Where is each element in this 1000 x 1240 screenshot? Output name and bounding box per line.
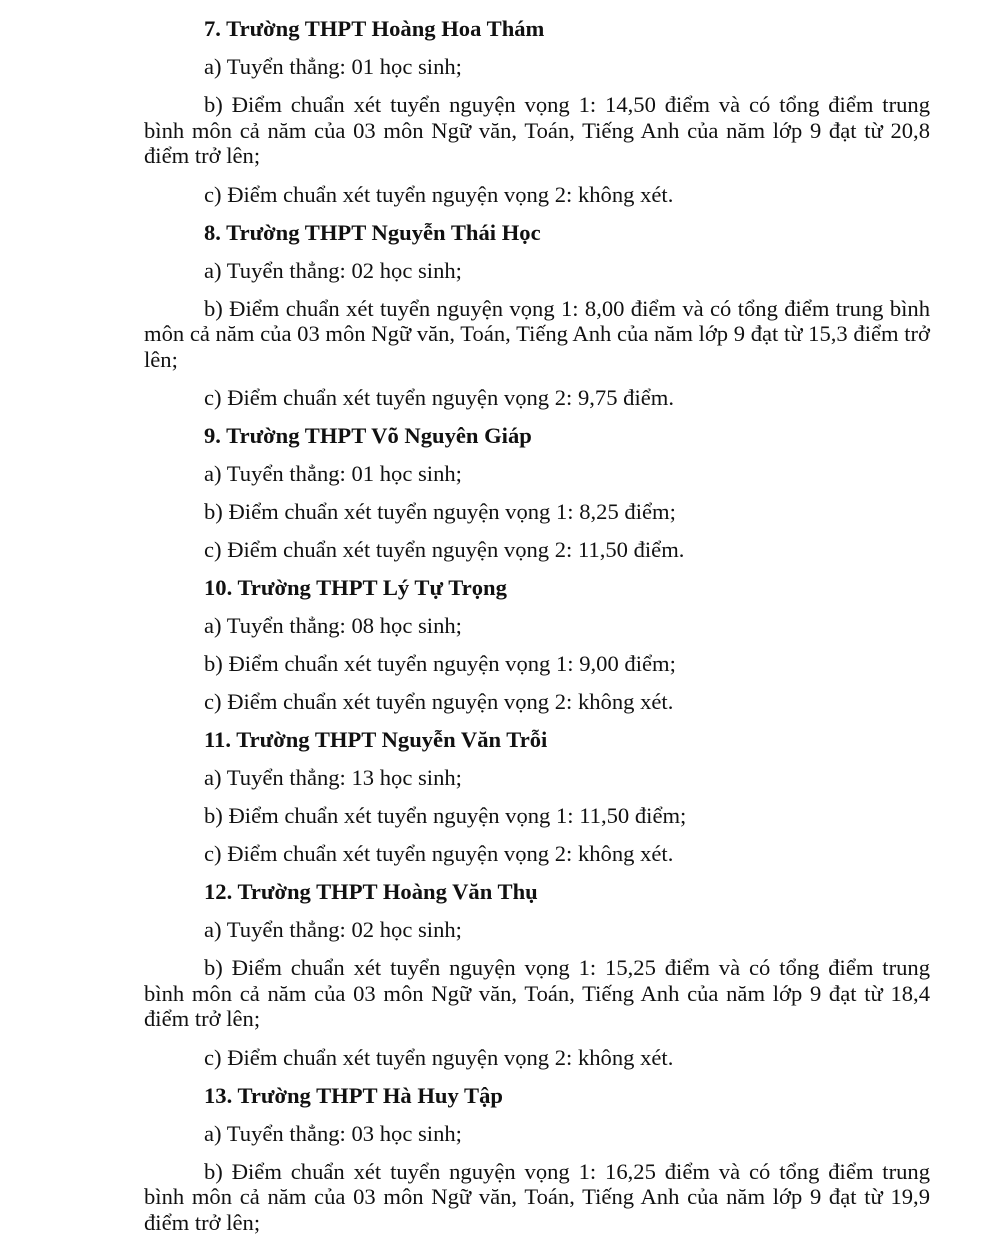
section-heading: 11. Trường THPT Nguyễn Văn Trỗi <box>204 727 548 752</box>
item-b-cutoff-choice-1: b) Điểm chuẩn xét tuyển nguyện vọng 1: 11,50 điểm; <box>204 803 687 828</box>
section-heading: 8. Trường THPT Nguyễn Thái Học <box>204 219 541 245</box>
section-heading: 7. Trường THPT Hoàng Hoa Thám <box>204 16 545 41</box>
item-b-cutoff-choice-1: b) Điểm chuẩn xét tuyển nguyện vọng 1: 14,50 điểm và có tổng điểm trung bình môn cả năm của 03 môn Ngữ văn, Toán, Tiếng Anh của năm lớp 9 đạt từ 20,8 điểm trở lên; <box>144 92 930 168</box>
item-a-direct-admission: a) Tuyển thẳng: 02 học sinh; <box>204 917 462 942</box>
item-b-cutoff-choice-1: b) Điểm chuẩn xét tuyển nguyện vọng 1: 16,25 điểm và có tổng điểm trung bình môn cả năm của 03 môn Ngữ văn, Toán, Tiếng Anh của năm lớp 9 đạt từ 19,9 điểm trở lên; <box>144 1158 930 1235</box>
section-heading: 13. Trường THPT Hà Huy Tập <box>204 1082 503 1108</box>
item-b-cutoff-choice-1: b) Điểm chuẩn xét tuyển nguyện vọng 1: 15,25 điểm và có tổng điểm trung bình môn cả năm của 03 môn Ngữ văn, Toán, Tiếng Anh của năm lớp 9 đạt từ 18,4 điểm trở lên; <box>144 955 930 1031</box>
item-a-direct-admission: a) Tuyển thẳng: 02 học sinh; <box>204 257 462 283</box>
item-a-direct-admission: a) Tuyển thẳng: 03 học sinh; <box>204 1120 462 1146</box>
school-section-9 <box>144 423 930 562</box>
school-section-8 <box>144 220 930 411</box>
section-heading: 12. Trường THPT Hoàng Văn Thụ <box>204 879 538 904</box>
section-heading: 10. Trường THPT Lý Tự Trọng <box>204 575 507 600</box>
school-section-7 <box>144 16 930 207</box>
item-a-direct-admission: a) Tuyển thẳng: 08 học sinh; <box>204 613 462 638</box>
item-b-cutoff-choice-1: b) Điểm chuẩn xét tuyển nguyện vọng 1: 8,00 điểm và có tổng điểm trung bình môn cả năm của 03 môn Ngữ văn, Toán, Tiếng Anh của năm lớp 9 đạt từ 15,3 điểm trở lên; <box>144 295 930 372</box>
item-a-direct-admission: a) Tuyển thẳng: 01 học sinh; <box>204 461 462 486</box>
item-a-direct-admission: a) Tuyển thẳng: 13 học sinh; <box>204 765 462 790</box>
item-b-cutoff-choice-1: b) Điểm chuẩn xét tuyển nguyện vọng 1: 9,00 điểm; <box>204 651 676 676</box>
school-section-12 <box>144 879 930 1070</box>
school-section-13 <box>144 1083 930 1236</box>
school-section-11 <box>144 727 930 866</box>
school-section-10 <box>144 575 930 714</box>
item-c-cutoff-choice-2: c) Điểm chuẩn xét tuyển nguyện vọng 2: không xét. <box>204 181 674 207</box>
item-c-cutoff-choice-2: c) Điểm chuẩn xét tuyển nguyện vọng 2: 9,75 điểm. <box>204 385 674 410</box>
item-a-direct-admission: a) Tuyển thẳng: 01 học sinh; <box>204 54 462 79</box>
item-b-cutoff-choice-1: b) Điểm chuẩn xét tuyển nguyện vọng 1: 8,25 điểm; <box>204 499 676 524</box>
item-c-cutoff-choice-2: c) Điểm chuẩn xét tuyển nguyện vọng 2: 11,50 điểm. <box>204 537 685 562</box>
section-heading: 9. Trường THPT Võ Nguyên Giáp <box>204 423 532 448</box>
item-c-cutoff-choice-2: c) Điểm chuẩn xét tuyển nguyện vọng 2: không xét. <box>204 841 674 866</box>
item-c-cutoff-choice-2: c) Điểm chuẩn xét tuyển nguyện vọng 2: không xét. <box>204 1044 674 1070</box>
item-c-cutoff-choice-2: c) Điểm chuẩn xét tuyển nguyện vọng 2: không xét. <box>204 689 674 714</box>
